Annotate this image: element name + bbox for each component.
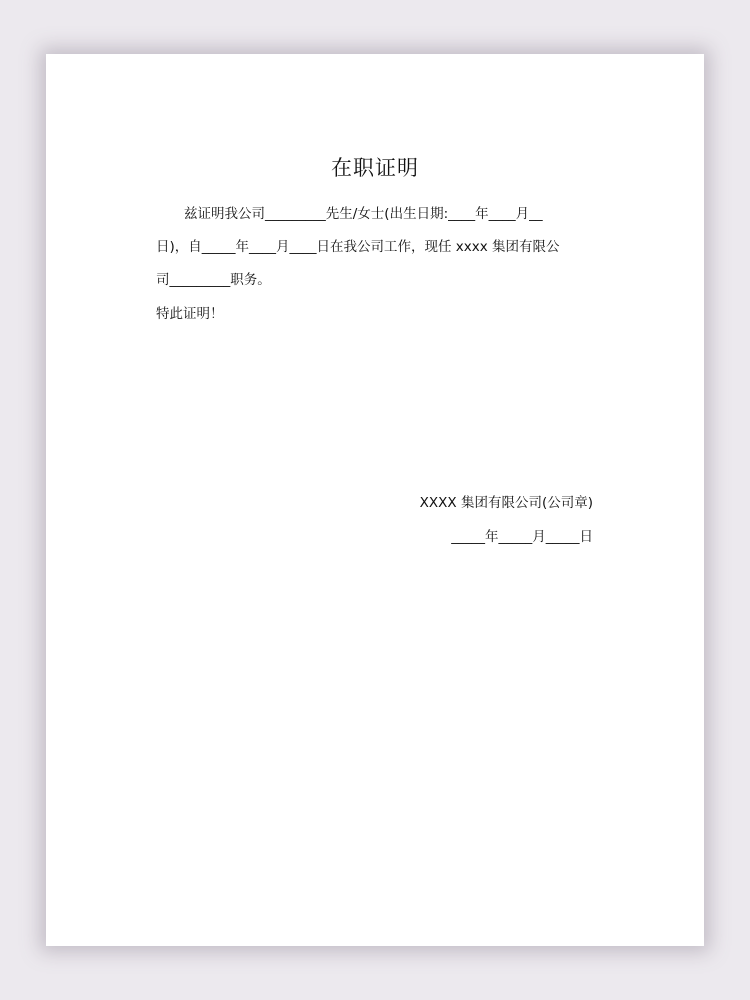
body-line-3: 司_________职务。 — [156, 272, 271, 288]
signature-company: XXXX 集团有限公司(公司章) — [419, 495, 593, 511]
body-line-1: 兹证明我公司_________先生/女士(出生日期:____年____月__ — [184, 206, 543, 222]
body-line-2: 日)，自_____年____月____日在我公司工作，现任 xxxx 集团有限公 — [156, 239, 560, 255]
signature-date: _____年_____月_____日 — [451, 529, 593, 545]
document-title: 在职证明 — [331, 156, 419, 180]
closing-line: 特此证明！ — [156, 306, 224, 322]
document-page — [46, 54, 704, 946]
